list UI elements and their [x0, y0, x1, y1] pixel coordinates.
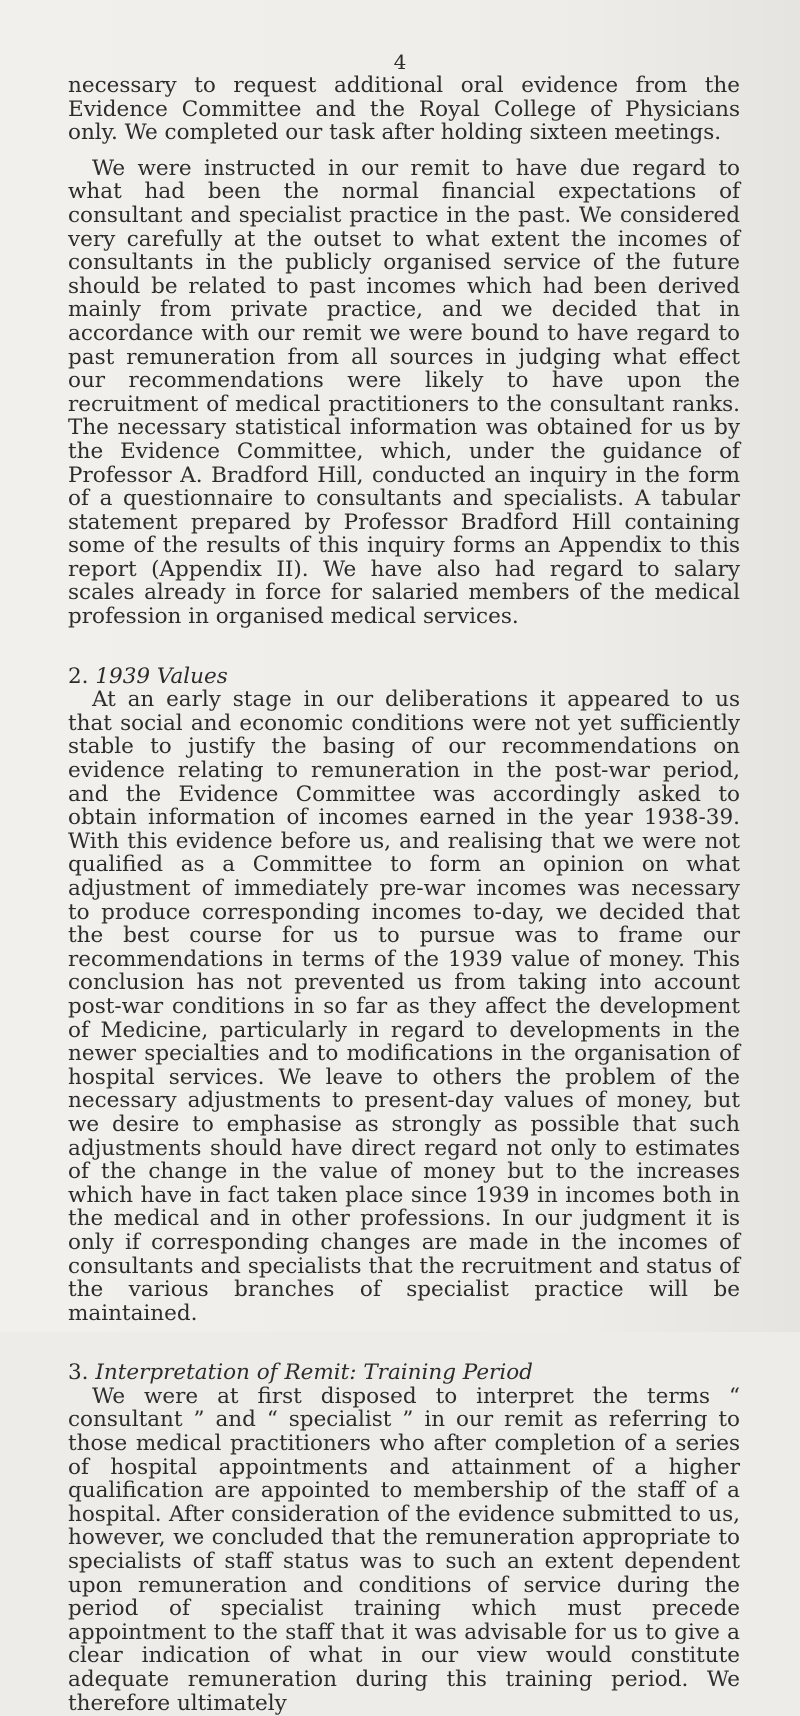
- section-heading-1939-values: [68, 665, 740, 689]
- paragraph-continued: necessary to request additional oral evidence from the Evidence Committee and the Royal College of Physicians only. We completed our task after holding sixteen meetings.: [68, 73, 740, 146]
- section-heading-interpretation: [68, 1361, 740, 1385]
- document-body: [68, 74, 740, 1715]
- section-title: 1939 Values: [95, 663, 228, 689]
- section-number: 3.: [68, 1360, 89, 1386]
- section-number: 2.: [68, 663, 89, 689]
- section-paragraph-1939-values: At an early stage in our deliberations it appeared to us that social and economic conditions were not yet sufficiently stable to justify the basing of our recommendations on evidence relating to remuneration in the post-war period, and the Evidence Committee was accordingly asked to obtain information of incomes earned in the year 1938-39. With this evidence before us, and realising that we were not qualified as a Committee to form an opinion on what adjustment of immediately pre-war incomes was necessary to produce corresponding incomes to-day, we decided that the best course for us to pursue was to frame our recommendations in terms of the 1939 value of money. This conclusion has not prevented us from taking into account post-war conditions in so far as they affect the development of Medicine, particularly in regard to developments in the newer specialties and to modifications in the organisation of hospital services. We leave to others the problem of the necessary adjustments to present-day values of money, but we desire to emphasise as strongly as possible that such adjustments should have direct regard not only to estimates of the change in the value of money but to the increases which have in fact taken place since 1939 in incomes both in the medical and in other professions. In our judgment it is only if corresponding changes are made in the incomes of consultants and specialists that the recruitment and status of the various branches of specialist practice will be maintained.: [68, 687, 740, 1326]
- paragraph-remit: We were instructed in our remit to have due regard to what had been the normal financial expectations of consultant and specialist practice in the past. We considered very carefully at the outset to what extent the incomes of consultants in the publicly organised service of the future should be related to past incomes which had been derived mainly from private practice, and we decided that in accordance with our remit we were bound to have regard to past remuneration from all sources in judging what effect our recommendations were likely to have upon the recruitment of medical practitioners to the consultant ranks. The necessary statistical information was obtained for us by the Evidence Committee, which, under the guidance of Professor A. Bradford Hill, conducted an inquiry in the form of a questionnaire to consultants and specialists. A tabular statement prepared by Professor Bradford Hill containing some of the results of this inquiry forms an Appendix to this report (Appendix II). We have also had regard to salary scales already in force for salaried members of the medical profession in organised medical services.: [68, 155, 740, 630]
- section-title: Interpretation of Remit: Training Period: [95, 1360, 533, 1386]
- section-paragraph-interpretation: We were at first disposed to interpret the terms “ consultant ” and “ specialist ” in our remit as referring to those medical practitioners who after completion of a series of hospital appointments and attainment of a higher qualification are appointed to membership of the staff of a hospital. After consideration of the evidence submitted to us, however, we concluded that the remuneration appropriate to specialists of staff status was to such an extent dependent upon remuneration and conditions of service during the period of specialist training which must precede appointment to the staff that it was advisable for us to give a clear indication of what in our view would constitute adequate remuneration during this training period. We therefore ultimately: [68, 1383, 740, 1716]
- page-number: 4: [393, 50, 407, 74]
